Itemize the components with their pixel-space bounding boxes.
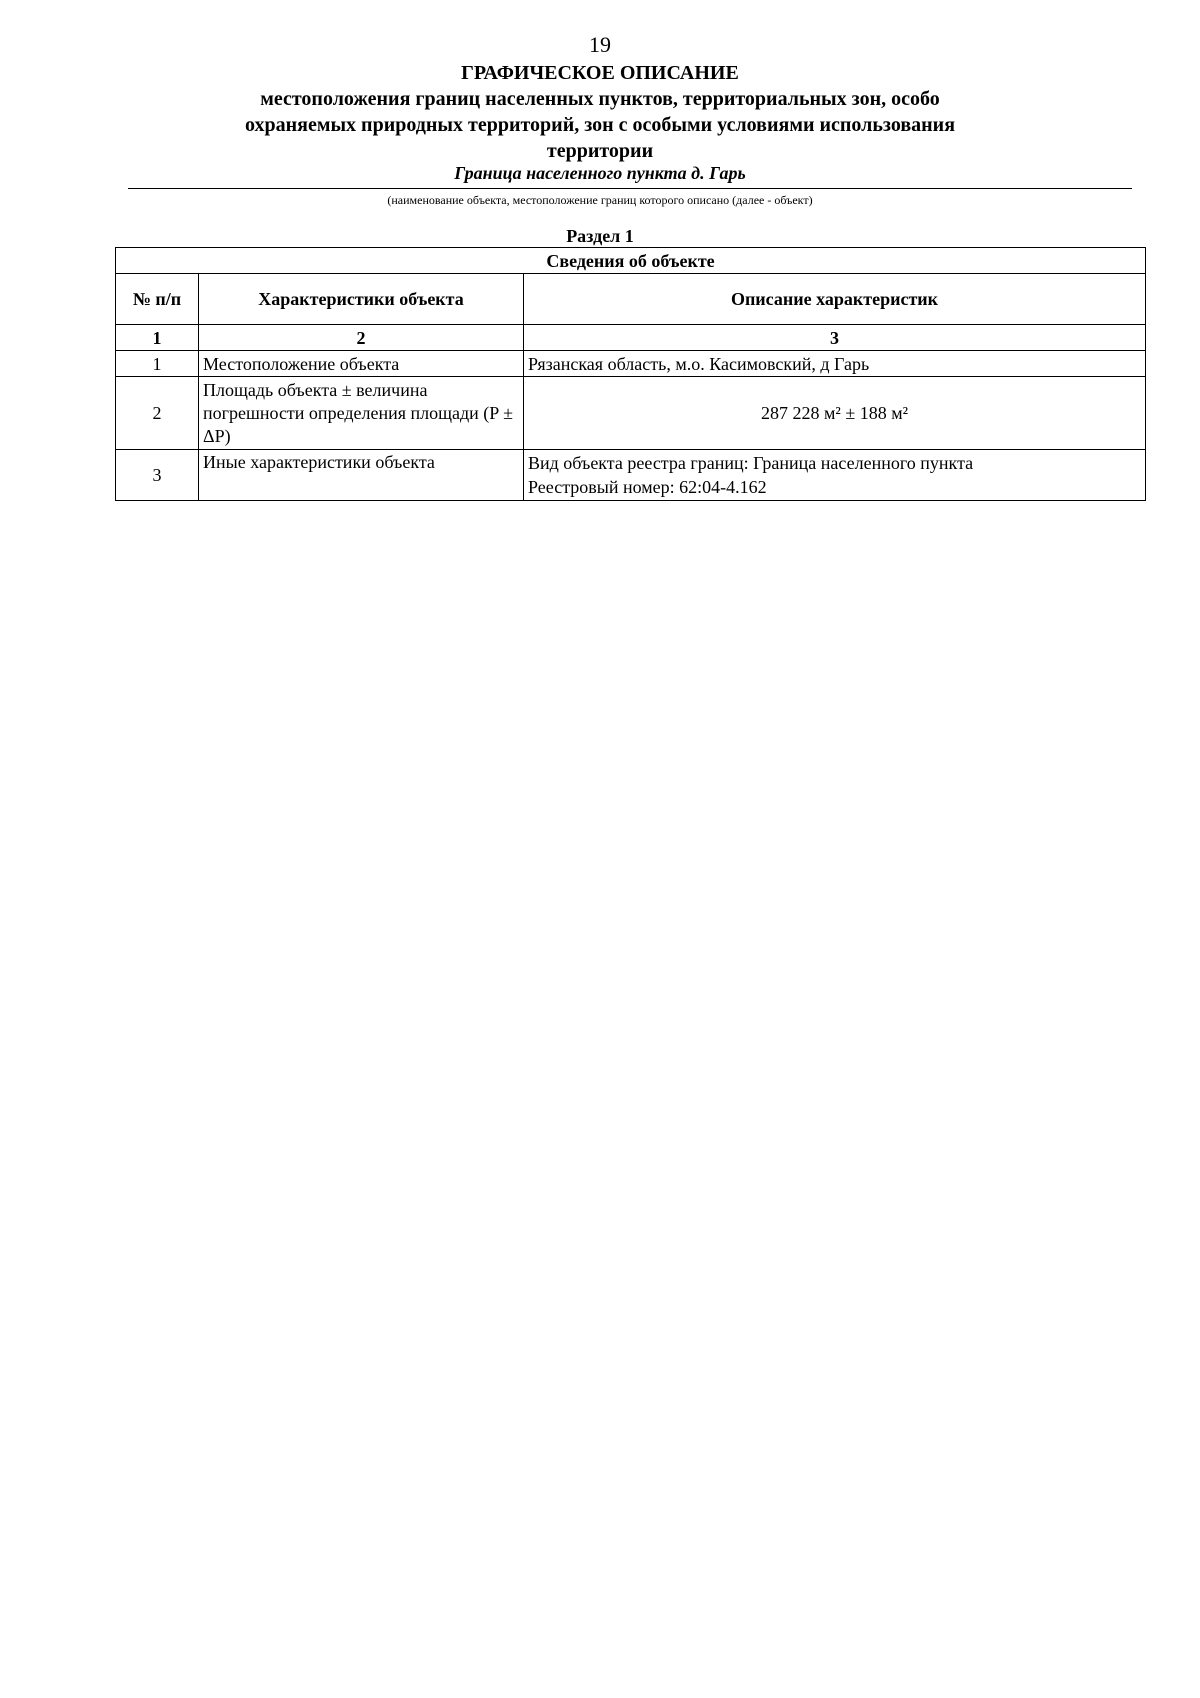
table-header-row: [116, 274, 1146, 325]
table-caption: Сведения об объекте: [116, 248, 1146, 274]
row-characteristic: Иные характеристики объекта: [199, 450, 524, 501]
row-characteristic: Площадь объекта ± величина погрешности определения площади (P ± ΔP): [199, 377, 524, 450]
object-info-table: [115, 247, 1146, 501]
table-caption-row: [116, 248, 1146, 274]
column-number: 2: [199, 325, 524, 351]
object-caption: (наименование объекта, местоположение границ которого описано (далее - объект): [387, 193, 813, 207]
document-subtitle: местоположения границ населенных пунктов, территориальных зон, особо охраняемых природных территорий, зон с особыми условиями использования территории: [244, 88, 956, 162]
row-num: 1: [116, 351, 199, 377]
row-description-line: Реестровый номер: 62:04-4.162: [528, 477, 767, 497]
object-name: Граница населенного пункта д. Гарь: [454, 163, 746, 183]
row-num: 2: [116, 377, 199, 450]
row-description: [524, 450, 1146, 501]
object-underline: [128, 188, 1132, 189]
document-title: ГРАФИЧЕСКОЕ ОПИСАНИЕ: [461, 62, 739, 84]
row-description: 287 228 м² ± 188 м²: [524, 377, 1146, 450]
header-description: Описание характеристик: [524, 274, 1146, 325]
table-column-numbers-row: [116, 325, 1146, 351]
table-row: [116, 450, 1146, 501]
row-num: 3: [116, 450, 199, 501]
column-number: 1: [116, 325, 199, 351]
header-characteristic: Характеристики объекта: [199, 274, 524, 325]
table-row: [116, 351, 1146, 377]
row-characteristic: Местоположение объекта: [199, 351, 524, 377]
column-number: 3: [524, 325, 1146, 351]
row-description-line: Вид объекта реестра границ: Граница населенного пункта: [528, 453, 974, 473]
row-description: Рязанская область, м.о. Касимовский, д Гарь: [524, 351, 1146, 377]
page-number: 19: [589, 32, 611, 57]
table-row: [116, 377, 1146, 450]
section-title: Раздел 1: [566, 226, 634, 246]
title-block: [0, 60, 1200, 164]
header-num: № п/п: [116, 274, 199, 325]
